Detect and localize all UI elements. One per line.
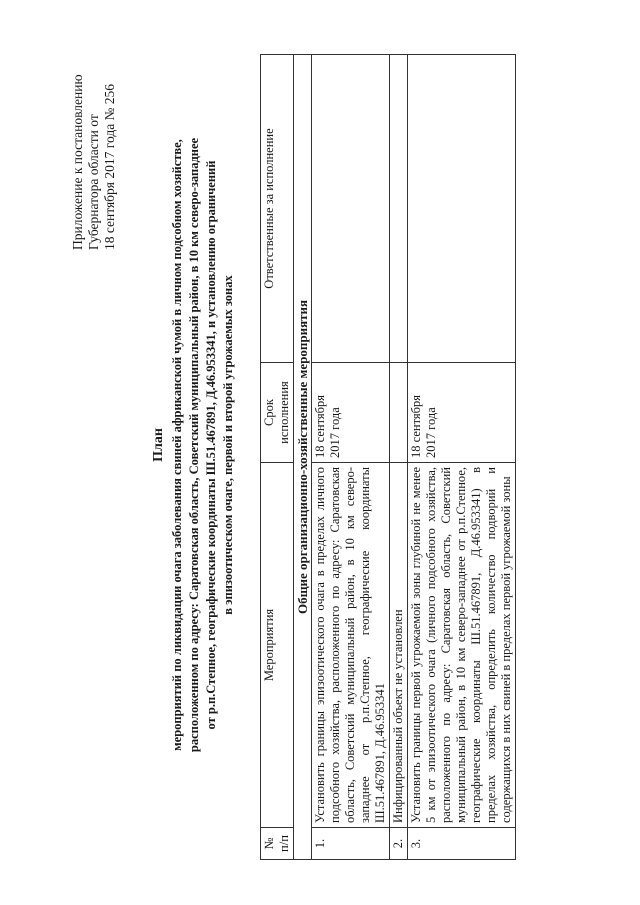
row-responsible bbox=[312, 55, 390, 363]
header-activity: Мероприятия bbox=[261, 463, 294, 828]
table-row bbox=[312, 55, 390, 860]
title-heading: План bbox=[151, 428, 166, 462]
table-header-row bbox=[261, 55, 294, 860]
appendix-line-2: Губернатора области от bbox=[86, 114, 101, 250]
plan-table bbox=[260, 54, 516, 860]
row-activity: Установить границы эпизоотического очага в пределах личного подсобного хозяйства, расположенного по адресу: Саратовская область, Советский муниципальный район, в 10 км северо-западнее от р.п.Степное, географические координаты Ш.51.467891, Д.46.953341 bbox=[312, 463, 390, 828]
table-row bbox=[390, 55, 408, 860]
row-responsible bbox=[408, 55, 516, 363]
row-term: 18 сентября 2017 года bbox=[408, 363, 516, 463]
appendix-note bbox=[70, 74, 118, 250]
title-line-4: в эпизоотическом очаге, первой и второй угрожаемых зонах bbox=[221, 275, 235, 615]
header-num: № п/п bbox=[261, 828, 294, 860]
row-num: 1. bbox=[312, 828, 390, 860]
header-responsible: Ответственные за исполнение bbox=[261, 55, 294, 363]
row-num: 3. bbox=[408, 828, 516, 860]
row-term bbox=[390, 363, 408, 463]
appendix-line-1: Приложение к постановлению bbox=[70, 74, 85, 250]
title-line-3: от р.п.Степное, географические координаты Ш.51.467891, Д.46.953341, и установлению ограничений bbox=[204, 160, 218, 730]
title-line-2: расположенном по адресу: Саратовская область, Советский муниципальный район, в 10 км северо-западнее bbox=[187, 137, 201, 753]
appendix-line-3: 18 сентября 2017 года № 256 bbox=[102, 83, 117, 250]
header-term: Срок исполнения bbox=[261, 363, 294, 463]
row-term: 18 сентября 2017 года bbox=[312, 363, 390, 463]
section-row bbox=[294, 55, 312, 860]
row-num: 2. bbox=[390, 828, 408, 860]
row-activity: Инфицированный объект не установлен bbox=[390, 463, 408, 828]
title-line-1: мероприятий по ликвидации очага заболевания свиней африканской чумой в личном подсобном хозяйстве, bbox=[170, 139, 184, 751]
table-row bbox=[408, 55, 516, 860]
row-activity: Установить границы первой угрожаемой зоны глубиной не менее 5 км от эпизоотического очага (личного подсобного хозяйства, расположенного по адресу: Саратовская область, Советский муниципальный район, в 10 км северо-западнее от р.п.Степное, географические координаты Ш.51.467891, Д.46.953341) в пределах хозяйства, определить количество подворий и содержащихся в них свиней в пределах первой угрожаемой зоны bbox=[408, 463, 516, 828]
section-title: Общие организационно-хозяйственные мероприятия bbox=[294, 55, 312, 860]
document-title bbox=[150, 45, 237, 845]
row-responsible bbox=[390, 55, 408, 363]
